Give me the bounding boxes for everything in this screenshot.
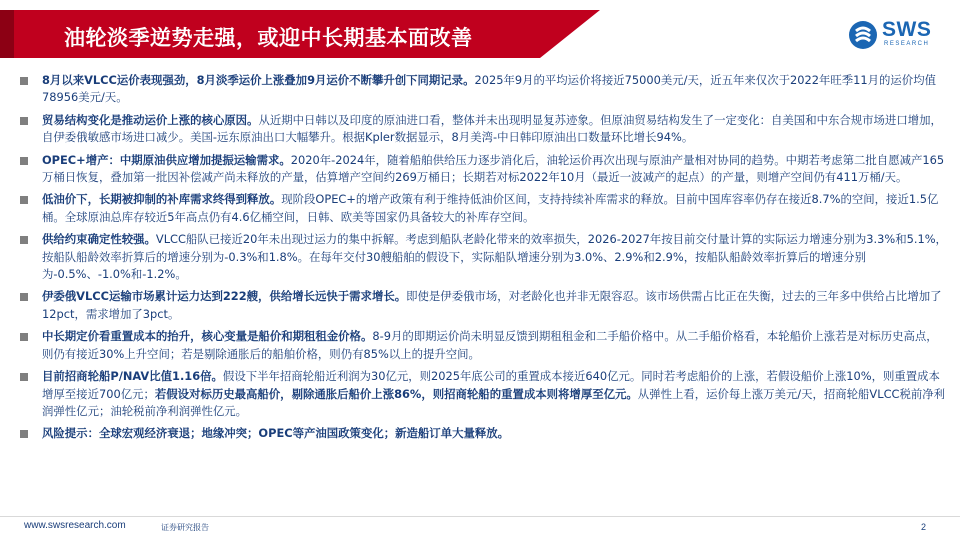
bullet-body-continued: 从弹性上看，运价每上涨万美元/天，招商轮船VLCC税前净利润弹性亿元；油轮税前净利润弹性亿元。 [42,386,946,418]
bullet-item [18,328,948,363]
risk-warning: 风险提示：全球宏观经济衰退；地缘冲突；OPEC等产油国政策变化；新造船订单大量释放。 [42,426,510,441]
sws-logo-icon [848,20,878,50]
bullet-text [42,328,948,363]
sws-logo [848,18,940,52]
bullet-square [20,196,28,204]
title-banner-edge [0,10,14,58]
bullet-list [18,72,948,448]
bullet-square [20,373,28,381]
bullet-item [18,288,948,323]
bullet-text [42,425,948,442]
bullet-body: 从近期中日韩以及印度的原油进口看，整体并未出现明显复苏迹象。但原油贸易结构发生了一定变化：自美国和中东合规市场进口增加，自伊委俄敏感市场进口减少。美国-远东原油出口大幅攀升。根据Kpler数据显示，8月美湾-中日韩印原油出口数量环比增长94%。 [42,112,942,145]
bullet-item [18,191,948,226]
bullet-item [18,112,948,147]
bullet-body: 8-9月的即期运价尚未明显反馈到期租租金和二手船价格中。从二手船价格看，本轮船价上涨若是对标历史高点，则仍有接近30%上升空间；若是剔除通胀后的船舶价格，则仍有85%以上的提升空间。 [42,329,938,361]
bullet-heading: 伊委俄VLCC运输市场累计运力达到222艘，供给增长远快于需求增长。 [42,289,407,304]
bullet-square [20,293,28,301]
bullet-item [18,368,948,420]
bullet-heading: 8月以来VLCC运价表现强劲，8月淡季运价上涨叠加9月运价不断攀升创下同期记录。 [42,73,475,87]
bullet-body: 现阶段OPEC+的增产政策有利于维持低油价区间，支持持续补库需求的释放。目前中国库容率仍存在接近8.7%的空间，接近1.5亿桶。全球原油总库存较近5年高点仍有4.6亿桶空间，日韩、欧美等国家仍具备较大的补库存空间。 [42,192,939,224]
bullet-emphasis: 若假设对标历史最高船价，剔除通胀后船价上涨86%，则招商轮船的重置成本则将增厚至亿元。 [154,386,638,401]
footer-website-link[interactable]: www.swsresearch.com [24,520,126,531]
bullet-square [20,77,28,85]
bullet-heading: 贸易结构变化是推动运价上涨的核心原因。 [42,112,259,127]
bullet-item [18,72,948,107]
footer-report-label: 证券研究报告 [161,523,209,532]
bullet-text [42,112,948,147]
slide-header [0,0,960,70]
bullet-text [42,368,948,420]
bullet-text [42,191,948,226]
bullet-text [42,288,948,323]
bullet-text [42,72,948,107]
bullet-heading: 低油价下，长期被抑制的补库需求终得到释放。 [42,192,282,207]
bullet-text [42,231,948,283]
bullet-body: 2020年-2024年，随着船舶供给压力逐步消化后，油轮运价再次出现与原油产量相对协同的趋势。中期若考虑第二批自愿减产165万桶日恢复，叠加第一批因补偿减产尚未释放的产量，估算增产空间约269万桶日；长期若对标2022年10月（最近一波减产的起点）的产量，则增产空间仍有411万桶/天。 [42,152,945,185]
bullet-text [42,152,948,187]
footer-divider [0,516,960,517]
bullet-body: 2025年9月的平均运价将接近75000美元/天，近五年来仅次于2022年旺季11月的运价均值78956美元/天。 [42,73,936,105]
bullet-item [18,425,948,442]
bullet-square [20,157,28,165]
bullet-square [20,430,28,438]
bullet-square [20,333,28,341]
logo-subtitle: RESEARCH [884,41,930,47]
bullet-square [20,236,28,244]
slide-title: 油轮淡季逆势走强，或迎中长期基本面改善 [64,26,473,50]
bullet-body: 即使是伊委俄市场，对老龄化也并非无限容忍。该市场供需占比正在失衡，过去的三年多中供给占比增加了12pct，需求增加了3pct。 [42,289,942,321]
bullet-heading: 供给约束确定性较强。 [42,232,156,247]
logo-wordmark: SWS [882,18,932,41]
bullet-heading: 目前招商轮船P/NAV比值1.16倍。 [42,369,223,384]
bullet-item [18,231,948,283]
bullet-heading: OPEC+增产：中期原油供应增加提振运输需求。 [42,152,291,167]
bullet-body: 假设下半年招商轮船近利润为30亿元，则2025年底公司的重置成本接近640亿元。同时若考虑船价的上涨，若假设船价上涨10%，则重置成本增厚至接近700亿元； [42,369,940,401]
bullet-square [20,117,28,125]
bullet-body: VLCC船队已接近20年未出现过运力的集中拆解。考虑到船队老龄化带来的效率损失，2026-2027年按目前交付量计算的实际运力增速分别为3.3%和5.1%，按船队船龄效率折算后的增速分别为-0.3%和1.8%。在每年交付30艘船舶的假设下，实际船队增速分别为3.0%、2.9%和2.9%，按船队船龄效率折算后的增速分别为-0.5%、-1.0%和-1.2%。 [42,232,947,282]
bullet-item [18,152,948,187]
page-number: 2 [921,522,927,532]
bullet-heading: 中长期定价看重置成本的抬升，核心变量是船价和期租租金价格。 [42,329,373,344]
